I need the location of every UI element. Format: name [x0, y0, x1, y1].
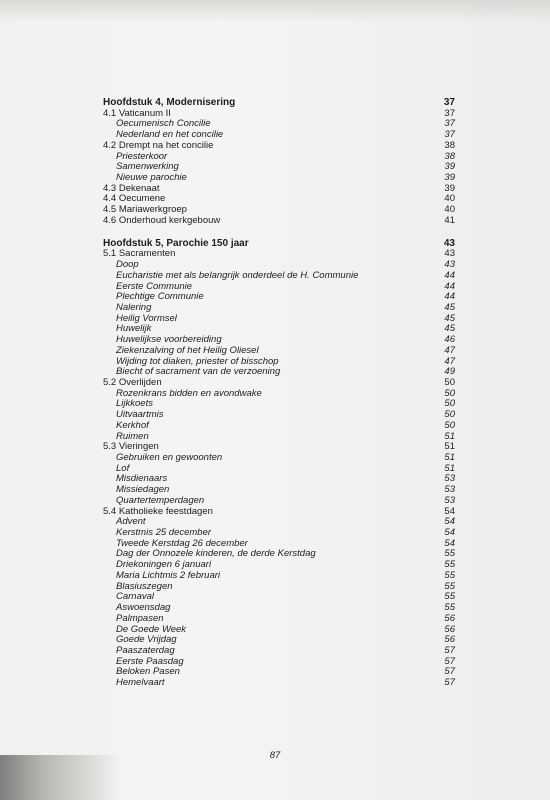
toc-entry-title: Driekoningen 6 januari	[116, 559, 212, 571]
page-top-shadow	[0, 0, 550, 22]
toc-entry-page: 46	[444, 334, 455, 346]
toc-entry-page: 51	[444, 441, 455, 453]
toc-entry-page: 57	[444, 677, 455, 689]
toc-entry-page: 55	[444, 559, 455, 571]
toc-entry-page: 45	[444, 312, 455, 324]
toc-entry-page: 39	[444, 182, 455, 194]
toc-entry-page: 53	[444, 473, 455, 485]
show-through-text	[355, 46, 505, 86]
toc-entry-title: 5.1 Sacramenten	[103, 248, 176, 260]
toc-entry-page: 39	[444, 161, 455, 173]
toc-entry-page: 53	[444, 494, 455, 506]
toc-subentry	[103, 292, 455, 303]
toc-entry-title: Palmpasen	[116, 612, 164, 624]
toc-entry-title: Carnaval	[116, 591, 155, 603]
toc-entry-title: Oecumenisch Concilie	[116, 118, 211, 130]
toc-entry-title: Hoofdstuk 4, Modernisering	[103, 97, 236, 108]
toc-entry-title: Goede Vrijdag	[116, 634, 177, 646]
toc-entry-page: 37	[444, 107, 455, 119]
toc-subentry	[103, 421, 455, 432]
toc-subentry	[103, 678, 455, 689]
toc-entry-page: 57	[444, 655, 455, 667]
toc-subentry	[103, 453, 455, 464]
toc-entry-page: 40	[444, 193, 455, 205]
toc-entry-title: Ziekenzalving of het Heilig Oliesel	[116, 344, 259, 356]
toc-entry-page: 45	[444, 323, 455, 335]
toc-entry-title: 4.4 Oecumene	[103, 193, 166, 205]
toc-entry-title: Kerkhof	[116, 419, 149, 431]
toc-entry-title: Samenwerking	[116, 161, 179, 173]
toc-entry-page: 55	[444, 580, 455, 592]
section-gap	[103, 227, 455, 239]
toc-entry-title: Uitvaartmis	[116, 409, 164, 421]
toc-entry-title: Missiedagen	[116, 484, 170, 496]
toc-entry-page: 50	[444, 409, 455, 421]
toc-entry-title: Huwelijk	[116, 323, 152, 335]
toc-entry-page: 44	[444, 269, 455, 281]
toc-subentry	[103, 314, 455, 325]
toc-entry-title: 4.6 Onderhoud kerkgebouw	[103, 214, 221, 226]
toc-subentry	[103, 346, 455, 357]
toc-entry-title: Advent	[116, 516, 146, 528]
toc-entry-title: Priesterkoor	[116, 150, 168, 162]
toc-entry-title: Misdienaars	[116, 473, 168, 485]
toc-entry-page: 43	[443, 237, 455, 249]
toc-subentry	[103, 389, 455, 400]
toc-subentry	[103, 614, 455, 625]
toc-entry-page: 47	[444, 355, 455, 367]
toc-entry-page: 43	[444, 248, 455, 260]
toc-entry-page: 54	[444, 527, 455, 539]
toc-entry-page: 39	[444, 172, 455, 184]
toc-entry-title: Heilig Vormsel	[116, 312, 177, 324]
toc-entry-title: Kerstmis 25 december	[116, 527, 212, 539]
toc-entry-page: 37	[443, 97, 455, 108]
toc-entry-title: Dag der Onnozele kinderen, de derde Kerstdag	[116, 548, 316, 560]
toc-entry-page: 38	[444, 139, 455, 151]
toc-entry-page: 51	[444, 462, 455, 474]
page-number: 87	[269, 750, 281, 761]
toc-entry-page: 56	[444, 634, 455, 646]
toc-section-entry	[103, 216, 455, 227]
toc-entry-title: Ruimen	[116, 430, 149, 442]
toc-entry-title: Doop	[116, 259, 139, 271]
toc-entry-title: Nalering	[116, 301, 152, 313]
toc-entry-page: 54	[444, 537, 455, 549]
toc-entry-page: 56	[444, 612, 455, 624]
toc-entry-title: Eerste Paasdag	[116, 655, 184, 667]
toc-section-entry	[103, 507, 455, 518]
scan-shadow	[0, 755, 120, 800]
toc-entry-title: Wijding tot diaken, priester of bisschop	[116, 355, 279, 367]
toc-entry-page: 55	[444, 591, 455, 603]
toc-entry-title: Tweede Kerstdag 26 december	[116, 537, 248, 549]
toc-entry-title: 4.1 Vaticanum II	[103, 107, 171, 119]
toc-entry-title: Biecht of sacrament van de verzoening	[116, 366, 281, 378]
toc-entry-page: 54	[444, 516, 455, 528]
toc-entry-title: 4.3 Dekenaat	[103, 182, 160, 194]
toc-entry-title: Nieuwe parochie	[116, 172, 187, 184]
toc-entry-title: Huwelijkse voorbereiding	[116, 334, 222, 346]
toc-entry-page: 55	[444, 602, 455, 614]
toc-entry-title: De Goede Week	[116, 623, 187, 635]
toc-entry-page: 44	[444, 291, 455, 303]
toc-entry-title: 5.4 Katholieke feestdagen	[103, 505, 213, 517]
toc-entry-page: 50	[444, 376, 455, 388]
toc-entry-page: 57	[444, 644, 455, 656]
toc-entry-page: 47	[444, 344, 455, 356]
toc-entry-page: 50	[444, 419, 455, 431]
toc-entry-page: 51	[444, 430, 455, 442]
toc-entry-title: Eerste Communie	[116, 280, 193, 292]
toc-entry-title: Plechtige Communie	[116, 291, 204, 303]
toc-section-entry	[103, 249, 455, 260]
toc-section-entry	[103, 141, 455, 152]
toc-section	[103, 239, 455, 689]
toc-entry-page: 50	[444, 398, 455, 410]
toc-entry-page: 41	[444, 214, 455, 226]
toc-entry-title: Nederland en het concilie	[116, 129, 224, 141]
toc-entry-title: Beloken Pasen	[116, 666, 180, 678]
toc-subentry	[103, 271, 455, 282]
toc-entry-page: 37	[444, 118, 455, 130]
toc-entry-page: 53	[444, 484, 455, 496]
toc-entry-title: Maria Lichtmis 2 februari	[116, 569, 221, 581]
toc-entry-page: 55	[444, 548, 455, 560]
toc-entry-page: 38	[444, 150, 455, 162]
toc-entry-title: Quartertemperdagen	[116, 494, 205, 506]
toc-entry-title: Gebruiken en gewoonten	[116, 452, 223, 463]
toc-entry-title: Lijkkoets	[116, 398, 153, 410]
toc-entry-page: 49	[444, 366, 455, 378]
toc-entry-title: Hemelvaart	[116, 677, 165, 689]
toc-entry-title: 4.2 Drempt na het concilie	[103, 139, 214, 151]
toc-entry-title: 5.2 Overlijden	[103, 376, 162, 388]
toc-entry-title: Eucharistie met als belangrijk onderdeel de H. Communie	[116, 269, 359, 281]
toc-entry-page: 37	[444, 129, 455, 141]
toc-entry-page: 51	[444, 452, 455, 463]
toc-entry-page: 54	[444, 505, 455, 517]
toc-entry-page: 55	[444, 569, 455, 581]
toc-entry-title: Paaszaterdag	[116, 644, 175, 656]
toc-entry-title: Hoofdstuk 5, Parochie 150 jaar	[103, 237, 249, 249]
toc-subentry	[103, 496, 455, 507]
toc-entry-title: 5.3 Vieringen	[103, 441, 159, 453]
toc-subentry	[103, 582, 455, 593]
toc-entry-title: Aswoensdag	[116, 602, 171, 614]
toc-entry-title: 4.5 Mariawerkgroep	[103, 204, 187, 216]
toc-entry-title: Blasiuszegen	[116, 580, 173, 592]
toc-entry-page: 43	[444, 259, 455, 271]
toc-entry-page: 40	[444, 204, 455, 216]
toc-section	[103, 98, 455, 227]
toc-entry-page: 45	[444, 301, 455, 313]
toc-entry-page: 57	[444, 666, 455, 678]
toc-entry-page: 56	[444, 623, 455, 635]
toc-subentry	[103, 410, 455, 421]
toc-entry-page: 44	[444, 280, 455, 292]
toc-entry-page: 50	[444, 387, 455, 399]
toc-entry-title: Rozenkrans bidden en avondwake	[116, 387, 262, 399]
table-of-contents	[103, 98, 455, 689]
toc-entry-title: Lof	[116, 462, 130, 474]
